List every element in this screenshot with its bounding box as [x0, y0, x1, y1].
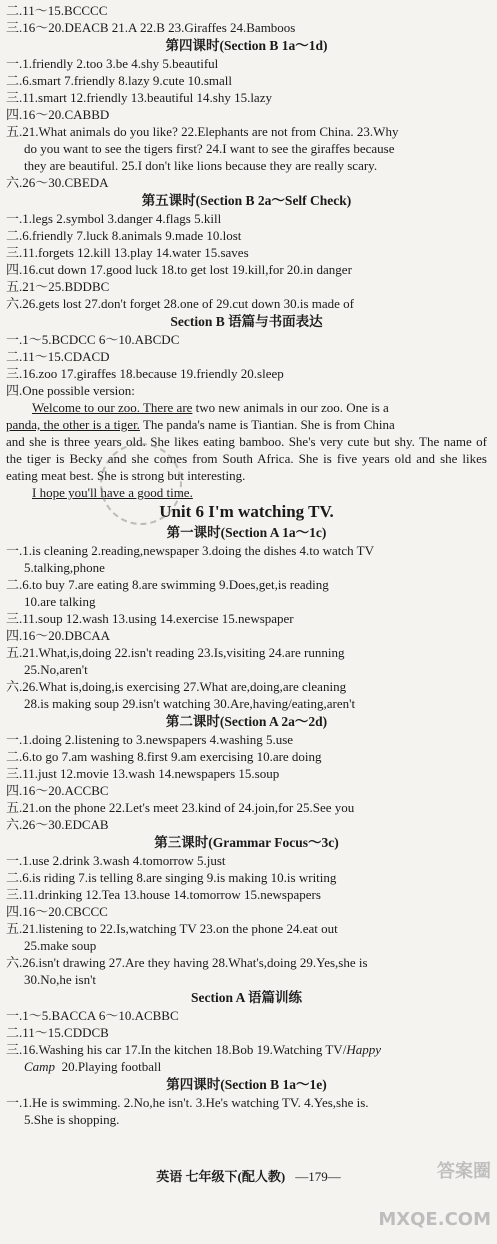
answer-line: 三.11.drinking 12.Tea 13.house 14.tomorrow 15.newspapers: [6, 887, 321, 902]
answer-line: they are beautiful. 25.I don't like lions because they are really scary.: [24, 158, 378, 173]
essay-body: and she is three years old. She likes eating bamboo. She's very cute but shy. The name of the tiger is Becky and she comes from South Africa. She is five years old and she likes eating meat best. She is strong but interesting.: [6, 434, 487, 483]
essay-phrase: panda, the other is a tiger.: [6, 417, 140, 432]
answer-text: 20.Playing football: [61, 1059, 162, 1074]
unit-title: Unit 6 I'm watching TV.: [159, 502, 334, 521]
answer-line: 25.No,aren't: [24, 662, 88, 677]
answer-line: 一.1.legs 2.symbol 3.danger 4.flags 5.kill: [6, 211, 222, 226]
essay-text: The panda's name is Tiantian. She is from China: [139, 417, 395, 432]
section-heading: 第一课时(Section A 1a～1c): [166, 525, 327, 540]
answer-line: 10.are talking: [24, 594, 96, 609]
watermark-logo: 答案圈 MXQE.COM: [378, 1161, 491, 1230]
essay-closing: I hope you'll have a good time.: [32, 485, 193, 500]
answer-line: 一.1～5.BCDCC 6～10.ABCDC: [6, 332, 180, 347]
answer-line: 一.1.doing 2.listening to 3.newspapers 4.washing 5.use: [6, 732, 294, 747]
answer-line: 二.11～15.BCCCC: [6, 3, 108, 18]
answer-line: 28.is making soup 29.isn't watching 30.Are,having/eating,aren't: [24, 696, 356, 711]
answer-line: 四.16～20.CABBD: [6, 107, 110, 122]
answer-line: 5.talking,phone: [24, 560, 105, 575]
answer-line: 四.16～20.DBCAA: [6, 628, 111, 643]
answer-line: 一.1～5.BACCA 6～10.ACBBC: [6, 1008, 179, 1023]
answer-line: 二.6.friendly 7.luck 8.animals 9.made 10.lost: [6, 228, 242, 243]
answer-line: 四.16～20.ACCBC: [6, 783, 109, 798]
answer-line: 六.26.What is,doing,is exercising 27.What are,doing,are cleaning: [6, 679, 347, 694]
section-heading: 第五课时(Section B 2a～Self Check): [141, 193, 352, 208]
section-heading: 第四课时(Section B 1a～1d): [165, 38, 328, 53]
answer-line: 三.16～20.DEACB 21.A 22.B 23.Giraffes 24.Bamboos: [6, 20, 296, 35]
answer-line: 三.16.zoo 17.giraffes 18.because 19.friendly 20.sleep: [6, 366, 284, 381]
answer-line: 25.make soup: [24, 938, 97, 953]
essay-opening: Welcome to our zoo. There are: [32, 400, 193, 415]
answer-line: 5.She is shopping.: [24, 1112, 120, 1127]
answer-line: 二.11～15.CDACD: [6, 349, 110, 364]
answer-line: 二.6.is riding 7.is telling 8.are singing 9.is making 10.is writing: [6, 870, 337, 885]
answer-line: 四.16～20.CBCCC: [6, 904, 108, 919]
answer-line: 二.6.to buy 7.are eating 8.are swimming 9.Does,get,is reading: [6, 577, 329, 592]
answer-line: 四.16.cut down 17.good luck 18.to get lost 19.kill,for 20.in danger: [6, 262, 352, 277]
stamp-circle: [100, 443, 182, 525]
answer-line: 三.11.forgets 12.kill 13.play 14.water 15.saves: [6, 245, 249, 260]
answer-line: 二.6.to go 7.am washing 8.first 9.am exercising 10.are doing: [6, 749, 322, 764]
section-heading: 第四课时(Section B 1a～1e): [166, 1077, 327, 1092]
section-heading: Section B 语篇与书面表达: [170, 314, 323, 329]
answer-line: 五.21.What animals do you like? 22.Elephants are not from China. 23.Why: [6, 124, 399, 139]
footer-subject: 英语 七年级下(配人教): [156, 1169, 286, 1184]
answer-line: 五.21～25.BDDBC: [6, 279, 110, 294]
answer-text-italic: Happy: [346, 1042, 381, 1057]
answer-line: 六.26～30.EDCAB: [6, 817, 109, 832]
answer-line: 一.1.He is swimming. 2.No,he isn't. 3.He's watching TV. 4.Yes,she is.: [6, 1095, 369, 1110]
answer-line: 一.1.friendly 2.too 3.be 4.shy 5.beautiful: [6, 56, 219, 71]
answer-line: [6, 1058, 487, 1075]
essay-text: two new animals in our zoo. One is a: [192, 400, 389, 415]
answer-line: 三.11.smart 12.friendly 13.beautiful 14.shy 15.lazy: [6, 90, 272, 105]
answer-line: 四.One possible version:: [6, 383, 135, 398]
answer-line: 六.26.isn't drawing 27.Are they having 28.What's,doing 29.Yes,she is: [6, 955, 368, 970]
answer-text: 三.16.Washing his car 17.In the kitchen 18.Bob 19.Watching TV/: [6, 1042, 347, 1057]
answer-line: 三.11.soup 12.wash 13.using 14.exercise 15.newspaper: [6, 611, 294, 626]
answer-line: 一.1.is cleaning 2.reading,newspaper 3.doing the dishes 4.to watch TV: [6, 543, 375, 558]
answer-line: 五.21.What,is,doing 22.isn't reading 23.Is,visiting 24.are running: [6, 645, 345, 660]
answer-text-italic: Camp: [24, 1059, 56, 1074]
answer-line: 一.1.use 2.drink 3.wash 4.tomorrow 5.just: [6, 853, 226, 868]
section-heading: Section A 语篇训练: [190, 990, 302, 1005]
answer-line: 六.26.gets lost 27.don't forget 28.one of 29.cut down 30.is made of: [6, 296, 355, 311]
essay-paragraph: [6, 399, 487, 501]
answer-line: 30.No,he isn't: [24, 972, 97, 987]
answer-line: 二.6.smart 7.friendly 8.lazy 9.cute 10.small: [6, 73, 233, 88]
page-number: —179—: [295, 1169, 341, 1184]
answer-line: 五.21.listening to 22.Is,watching TV 23.on the phone 24.eat out: [6, 921, 338, 936]
section-heading: 第二课时(Section A 2a～2d): [165, 714, 328, 729]
answer-line: [6, 1041, 487, 1058]
answer-line: do you want to see the tigers first? 24.I want to see the giraffes because: [24, 141, 395, 156]
section-heading: 第三课时(Grammar Focus～3c): [154, 835, 339, 850]
answer-line: 六.26～30.CBEDA: [6, 175, 109, 190]
answer-line: 二.11～15.CDDCB: [6, 1025, 109, 1040]
answer-line: 三.11.just 12.movie 13.wash 14.newspapers 15.soup: [6, 766, 280, 781]
answer-line: 五.21.on the phone 22.Let's meet 23.kind of 24.join,for 25.See you: [6, 800, 355, 815]
